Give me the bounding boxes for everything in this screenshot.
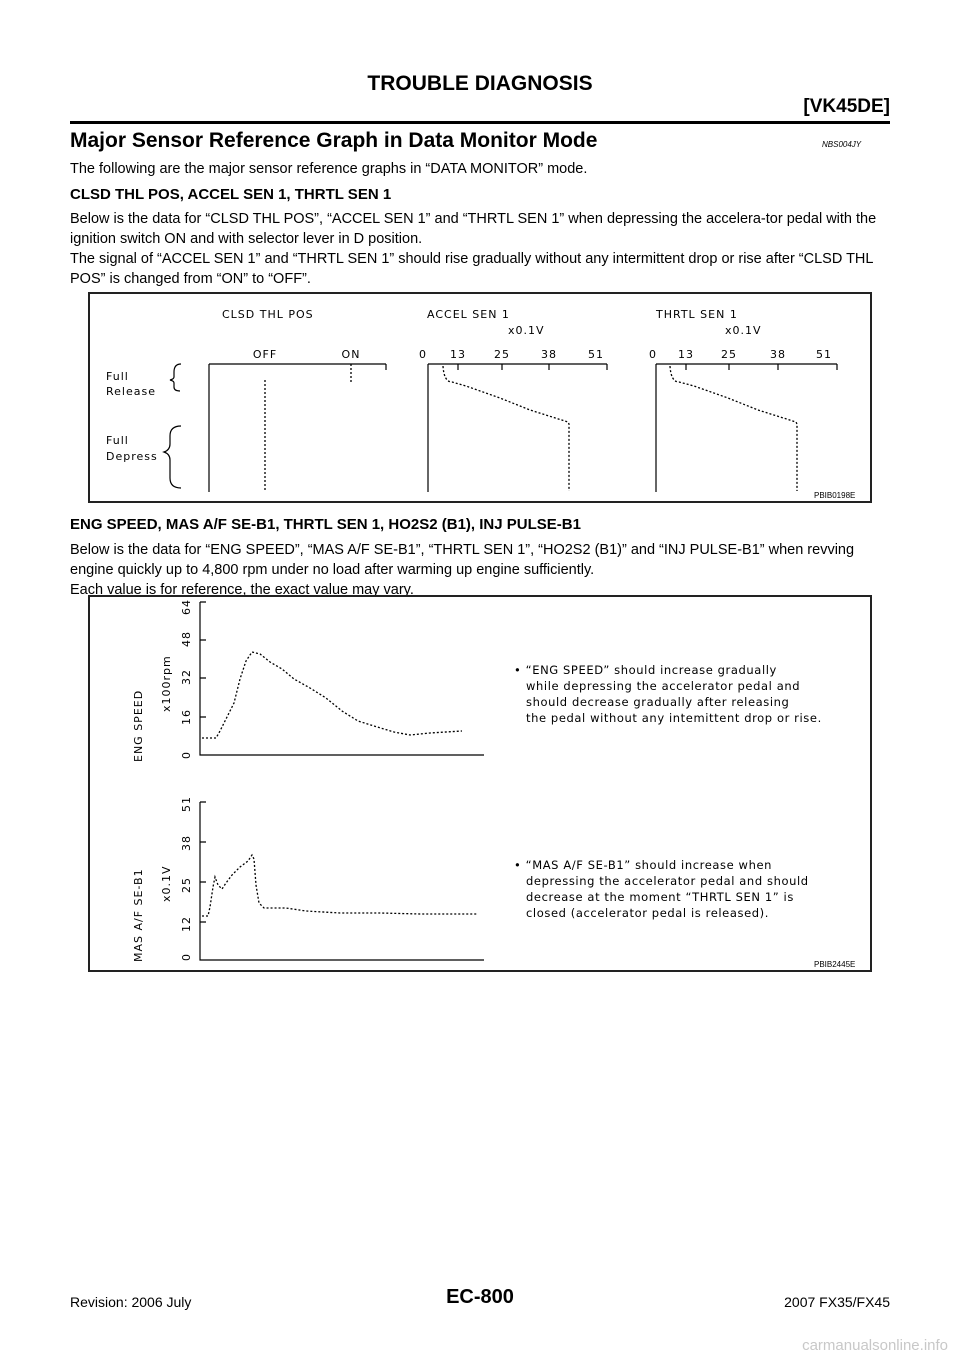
maf-tick-0: 0 xyxy=(180,953,193,961)
row-label-depress: Depress xyxy=(106,450,158,463)
trace-thrtl xyxy=(670,366,797,491)
sub1-para1: Below is the data for “CLSD THL POS”, “ACCEL SEN 1” and “THRTL SEN 1” when depressing the accelera-tor pedal with the ignition switch ON and with selector lever in D position. xyxy=(70,211,877,247)
maf-note-line4: closed (accelerator pedal is released). xyxy=(526,906,769,920)
figure2-code: PBIB2445E xyxy=(814,960,856,969)
col-title-clsd: CLSD THL POS xyxy=(222,308,314,321)
axis-accel xyxy=(428,364,607,370)
header-rule xyxy=(70,121,890,124)
row-label-full-1: Full xyxy=(106,370,129,383)
maf-tick-12: 12 xyxy=(180,916,193,932)
figure-eng-maf-graphs xyxy=(88,595,872,972)
vehicle-model: 2007 FX35/FX45 xyxy=(784,1294,890,1310)
figure1-code: PBIB0198E xyxy=(814,491,856,500)
maf-trace xyxy=(202,855,478,916)
trace-accel xyxy=(443,366,569,491)
maf-note-line3: decrease at the moment “THRTL SEN 1” is xyxy=(526,890,794,904)
watermark: carmanualsonline.info xyxy=(802,1337,948,1354)
tick-thrtl-0: 0 xyxy=(649,348,657,361)
figure-throttle-graphs xyxy=(88,292,872,503)
tick-accel-25: 25 xyxy=(494,348,510,361)
sub2-heading: ENG SPEED, MAS A/F SE-B1, THRTL SEN 1, HO2S2 (B1), INJ PULSE-B1 xyxy=(70,516,581,533)
engine-code: [VK45DE] xyxy=(803,96,890,117)
col-title-accel: ACCEL SEN 1 xyxy=(427,308,510,321)
eng-speed-label: ENG SPEED xyxy=(132,689,145,762)
maf-axes xyxy=(200,802,484,960)
brace-release xyxy=(170,364,181,391)
eng-note-line1: • “ENG SPEED” should increase gradually xyxy=(514,663,777,677)
section-ref-code: NBS004JY xyxy=(822,140,862,149)
eng-speed-unit: x100rpm xyxy=(160,655,173,712)
page-title: TROUBLE DIAGNOSIS xyxy=(367,72,593,95)
revision-date: Revision: 2006 July xyxy=(70,1294,192,1310)
eng-tick-48: 48 xyxy=(180,631,193,647)
sub2-para2: Each value is for reference, the exact value may vary. xyxy=(70,582,414,598)
row-label-full-2: Full xyxy=(106,434,129,447)
maf-label: MAS A/F SE-B1 xyxy=(132,868,145,962)
col-title-thrtl: THRTL SEN 1 xyxy=(656,308,738,321)
eng-tick-16: 16 xyxy=(180,709,193,725)
maf-note-line2: depressing the accelerator pedal and should xyxy=(526,874,809,888)
sub1-heading: CLSD THL POS, ACCEL SEN 1, THRTL SEN 1 xyxy=(70,186,392,203)
maf-unit: x0.1V xyxy=(160,865,173,902)
eng-note-line3: should decrease gradually after releasing xyxy=(526,695,790,709)
tick-accel-51: 51 xyxy=(588,348,604,361)
eng-note-line2: while depressing the accelerator pedal and xyxy=(526,679,801,693)
page-number: EC-800 xyxy=(446,1286,514,1308)
eng-tick-32: 32 xyxy=(180,669,193,685)
tick-thrtl-51: 51 xyxy=(816,348,832,361)
sub1-para2: The signal of “ACCEL SEN 1” and “THRTL SEN 1” should rise gradually without any intermittent drop or rise after “CLSD THL POS” is changed from “ON” to “OFF”. xyxy=(70,251,873,287)
tick-thrtl-38: 38 xyxy=(770,348,786,361)
axis-thrtl xyxy=(656,364,837,370)
maf-tick-38: 38 xyxy=(180,835,193,851)
axis-clsd xyxy=(209,364,386,370)
col-unit-thrtl: x0.1V xyxy=(725,324,762,337)
maf-tick-51: 51 xyxy=(180,796,193,812)
tick-accel-13: 13 xyxy=(450,348,466,361)
col-unit-accel: x0.1V xyxy=(508,324,545,337)
tick-accel-0: 0 xyxy=(419,348,427,361)
intro-text: The following are the major sensor reference graphs in “DATA MONITOR” mode. xyxy=(70,161,588,177)
section-heading: Major Sensor Reference Graph in Data Monitor Mode xyxy=(70,129,598,152)
tick-thrtl-13: 13 xyxy=(678,348,694,361)
eng-tick-64: 64 xyxy=(180,599,193,615)
row-label-release: Release xyxy=(106,385,156,398)
eng-speed-trace xyxy=(202,652,462,738)
tick-on: ON xyxy=(341,348,361,361)
maf-tick-25: 25 xyxy=(180,877,193,893)
maf-note-line1: • “MAS A/F SE-B1” should increase when xyxy=(514,858,773,872)
eng-tick-0: 0 xyxy=(180,751,193,759)
tick-off: OFF xyxy=(252,348,278,361)
brace-depress xyxy=(164,426,181,488)
eng-note-line4: the pedal without any intemittent drop or rise. xyxy=(526,711,822,725)
maf-y-ticks xyxy=(200,802,206,922)
tick-accel-38: 38 xyxy=(541,348,557,361)
tick-thrtl-25: 25 xyxy=(721,348,737,361)
eng-y-ticks xyxy=(200,602,206,717)
sub2-para1: Below is the data for “ENG SPEED”, “MAS A/F SE-B1”, “THRTL SEN 1”, “HO2S2 (B1)” and “INJ PULSE-B1” when revving engine quickly up to 4,800 rpm under no load after warming up engine sufficiently. xyxy=(70,542,855,578)
